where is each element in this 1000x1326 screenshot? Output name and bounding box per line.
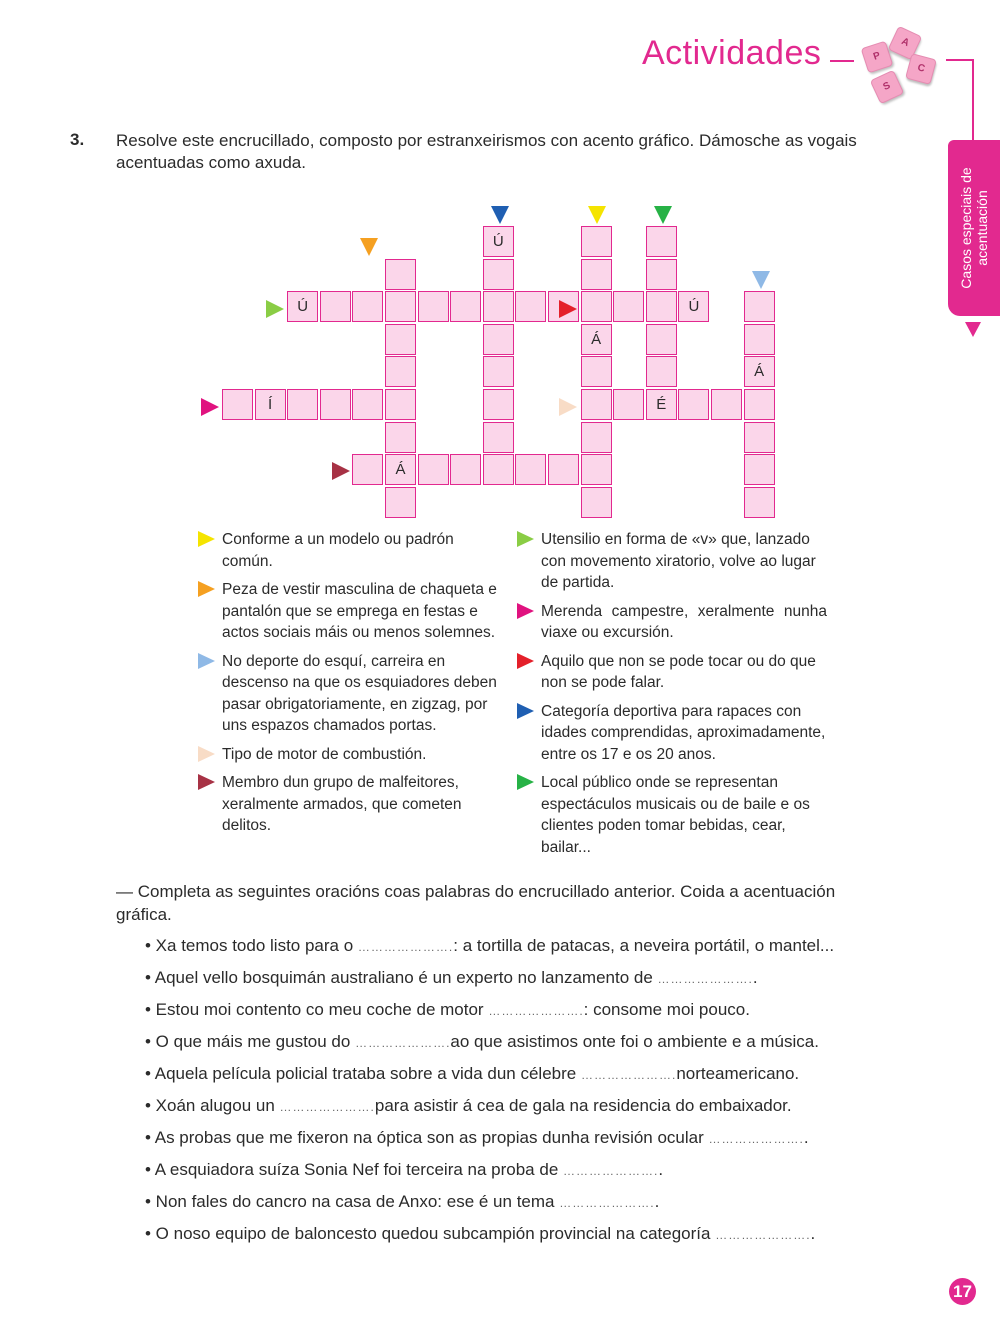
- clue-arrow-magenta-icon: [201, 398, 219, 416]
- scrabble-tile-icon: A: [888, 26, 923, 61]
- sentence: • Aquel vello bosquimán australiano é un experto no lanzamento de …………………..: [145, 968, 758, 987]
- crossword-cell[interactable]: [646, 324, 677, 355]
- crossword-cell[interactable]: [744, 389, 775, 420]
- crossword-cell[interactable]: [581, 487, 612, 518]
- sentence: • Non fales do cancro na casa de Anxo: ese é un tema …………………..: [145, 1192, 660, 1211]
- clue-arrow-yellow-icon: [588, 206, 606, 224]
- answer-blank[interactable]: ………………….: [657, 972, 753, 986]
- answer-blank[interactable]: ………………….: [488, 1004, 584, 1018]
- crossword-cell[interactable]: [352, 454, 383, 485]
- scrabble-tile-icon: P: [861, 41, 894, 74]
- triangle-right-icon: [198, 746, 215, 762]
- crossword-cell[interactable]: [320, 291, 351, 322]
- sentence: • O que máis me gustou do ………………….ao que asistimos onte foi o ambiente e a música.: [145, 1032, 819, 1051]
- crossword-cell[interactable]: [385, 259, 416, 290]
- crossword-cell[interactable]: [352, 291, 383, 322]
- section-tab-line: Casos especiais de: [958, 167, 974, 289]
- scrabble-tile-icon: C: [905, 53, 937, 85]
- crossword-cell[interactable]: [483, 324, 514, 355]
- crossword-cell[interactable]: [646, 356, 677, 387]
- crossword-cell[interactable]: Í: [255, 389, 286, 420]
- answer-blank[interactable]: ………………….: [715, 1228, 811, 1242]
- crossword-cell[interactable]: [744, 324, 775, 355]
- crossword-cell[interactable]: [646, 259, 677, 290]
- crossword-cell[interactable]: [483, 356, 514, 387]
- crossword-cell[interactable]: [581, 389, 612, 420]
- crossword-cell[interactable]: [418, 291, 449, 322]
- crossword-cell[interactable]: [581, 226, 612, 257]
- answer-blank[interactable]: ………………….: [279, 1100, 375, 1114]
- clue-arrow-light-green-icon: [266, 300, 284, 318]
- answer-blank[interactable]: ………………….: [580, 1068, 677, 1082]
- answer-blank[interactable]: ………………….: [357, 940, 454, 954]
- crossword-cell[interactable]: [385, 324, 416, 355]
- clue-arrow-dark-red-icon: [332, 462, 350, 480]
- crossword-cell[interactable]: Á: [385, 454, 416, 485]
- crossword-cell[interactable]: [678, 389, 709, 420]
- crossword-cell[interactable]: É: [646, 389, 677, 420]
- clue-item: Merenda campestre, xeralmente nunha viaxe ou excursión.: [517, 601, 827, 644]
- triangle-down-icon: [965, 322, 981, 337]
- crossword-cell[interactable]: [450, 291, 481, 322]
- triangle-right-icon: [198, 774, 215, 790]
- triangle-right-icon: [198, 531, 215, 547]
- clue-arrow-peach-icon: [559, 398, 577, 416]
- clue-item: Local público onde se representan espectáculos musicais ou de baile e os clientes poden tomar bebidas, cear, bailar...: [517, 772, 827, 858]
- sentence: • As probas que me fixeron na óptica son as propias dunha revisión ocular …………………..: [145, 1128, 809, 1147]
- sentence: • Xa temos todo listo para o ………………….: a tortilla de patacas, a neveira portátil, o mantel...: [145, 936, 835, 955]
- triangle-right-icon: [198, 653, 215, 669]
- crossword-cell[interactable]: [744, 422, 775, 453]
- crossword-cell[interactable]: [744, 487, 775, 518]
- page-number: 17: [949, 1278, 976, 1305]
- clue-item: Conforme a un modelo ou padrón común.: [198, 529, 502, 572]
- answer-blank[interactable]: ………………….: [563, 1164, 659, 1178]
- crossword-cell[interactable]: Á: [744, 356, 775, 387]
- triangle-right-icon: [517, 653, 534, 669]
- clue-item: Peza de vestir masculina de chaqueta e pantalón que se emprega en festas e actos sociais máis ou menos solemnes.: [198, 579, 502, 644]
- clue-arrow-orange-icon: [360, 238, 378, 256]
- crossword-cell[interactable]: [483, 422, 514, 453]
- crossword-cell[interactable]: Ú: [678, 291, 709, 322]
- answer-blank[interactable]: ………………….: [355, 1036, 451, 1050]
- triangle-right-icon: [198, 581, 215, 597]
- crossword-cell[interactable]: [548, 454, 579, 485]
- clue-arrow-green-icon: [654, 206, 672, 224]
- clue-arrow-light-blue-icon: [752, 271, 770, 289]
- crossword-cell[interactable]: [450, 454, 481, 485]
- clues-right: [517, 529, 827, 865]
- header-divider: [830, 60, 854, 62]
- sentence: • Xoán alugou un ………………….para asistir á cea de gala na residencia do embaixador.: [145, 1096, 792, 1115]
- crossword-cell[interactable]: [581, 259, 612, 290]
- crossword-cell[interactable]: [483, 389, 514, 420]
- crossword-cell[interactable]: [711, 389, 742, 420]
- sentence: • O noso equipo de baloncesto quedou subcampión provincial na categoría …………………..: [145, 1224, 816, 1243]
- crossword-cell[interactable]: [352, 389, 383, 420]
- sentence: • Aquela película policial trataba sobre a vida dun célebre ………………….norteamericano.: [145, 1064, 800, 1083]
- crossword-cell[interactable]: [385, 389, 416, 420]
- crossword-cell[interactable]: [613, 291, 644, 322]
- crossword-cell[interactable]: [581, 356, 612, 387]
- crossword-cell[interactable]: [483, 454, 514, 485]
- triangle-right-icon: [517, 531, 534, 547]
- crossword-cell[interactable]: [515, 291, 546, 322]
- page-title: Actividades: [642, 34, 822, 72]
- crossword-cell[interactable]: [483, 291, 514, 322]
- crossword-cell[interactable]: [581, 454, 612, 485]
- crossword-cell[interactable]: Ú: [483, 226, 514, 257]
- crossword-cell[interactable]: [744, 291, 775, 322]
- header-vertical-divider: [972, 59, 974, 141]
- crossword-cell[interactable]: [222, 389, 253, 420]
- crossword-cell[interactable]: [613, 389, 644, 420]
- answer-blank[interactable]: ………………….: [559, 1196, 655, 1210]
- clue-item: Categoría deportiva para rapaces con idades comprendidas, aproximadamente, entre os 17 e os 20 anos.: [517, 701, 827, 766]
- crossword-cell[interactable]: [418, 454, 449, 485]
- clue-item: No deporte do esquí, carreira en descenso na que os esquiadores deben pasar obrigatoriamente, en zigzag, por uns espazos chamados portas.: [198, 651, 502, 737]
- crossword-cell[interactable]: [287, 389, 318, 420]
- clue-item: Utensilio en forma de «v» que, lanzado con movemento xiratorio, volve ao lugar de partida.: [517, 529, 827, 594]
- crossword-cell[interactable]: [744, 454, 775, 485]
- crossword-cell[interactable]: [515, 454, 546, 485]
- clue-item: Tipo de motor de combustión.: [198, 744, 502, 766]
- question-number: 3.: [70, 130, 85, 149]
- crossword-cell[interactable]: Á: [581, 324, 612, 355]
- crossword-cell[interactable]: [581, 291, 612, 322]
- crossword-cell[interactable]: [646, 226, 677, 257]
- clue-item: Membro dun grupo de malfeitores, xeralmente armados, que cometen delitos.: [198, 772, 502, 837]
- crossword-cell[interactable]: [646, 291, 677, 322]
- crossword-cell[interactable]: Ú: [287, 291, 318, 322]
- clue-arrow-red-icon: [559, 300, 577, 318]
- crossword-cell[interactable]: [320, 389, 351, 420]
- sentence: • A esquiadora suíza Sonia Nef foi terceira na proba de …………………..: [145, 1160, 664, 1179]
- sentence: • Estou moi contento co meu coche de motor ………………….: consome moi pouco.: [145, 1000, 750, 1019]
- crossword-cell[interactable]: [581, 422, 612, 453]
- clue-arrow-blue-icon: [491, 206, 509, 224]
- crossword-cell[interactable]: [385, 487, 416, 518]
- crossword-cell[interactable]: [385, 356, 416, 387]
- clues-left: [198, 529, 502, 844]
- triangle-right-icon: [517, 774, 534, 790]
- triangle-right-icon: [517, 703, 534, 719]
- section-tab-line: acentuación: [974, 190, 990, 266]
- header-divider-right: [946, 59, 974, 61]
- section-tab: [948, 140, 1000, 316]
- crossword-cell[interactable]: [483, 259, 514, 290]
- scrabble-tile-icon: S: [870, 70, 905, 105]
- clue-item: Aquilo que non se pode tocar ou do que non se pode falar.: [517, 651, 827, 694]
- instruction-text: — Completa as seguintes oracións coas palabras do encrucillado anterior. Coida a acentuación gráfica.: [116, 882, 836, 924]
- answer-blank[interactable]: ………………….: [708, 1132, 804, 1146]
- crossword-cell[interactable]: [385, 291, 416, 322]
- question-text: Resolve este encrucillado, composto por estranxeirismos con acento gráfico. Dámosche as vogais acentuadas como axuda.: [116, 131, 857, 172]
- crossword-cell[interactable]: [385, 422, 416, 453]
- triangle-right-icon: [517, 603, 534, 619]
